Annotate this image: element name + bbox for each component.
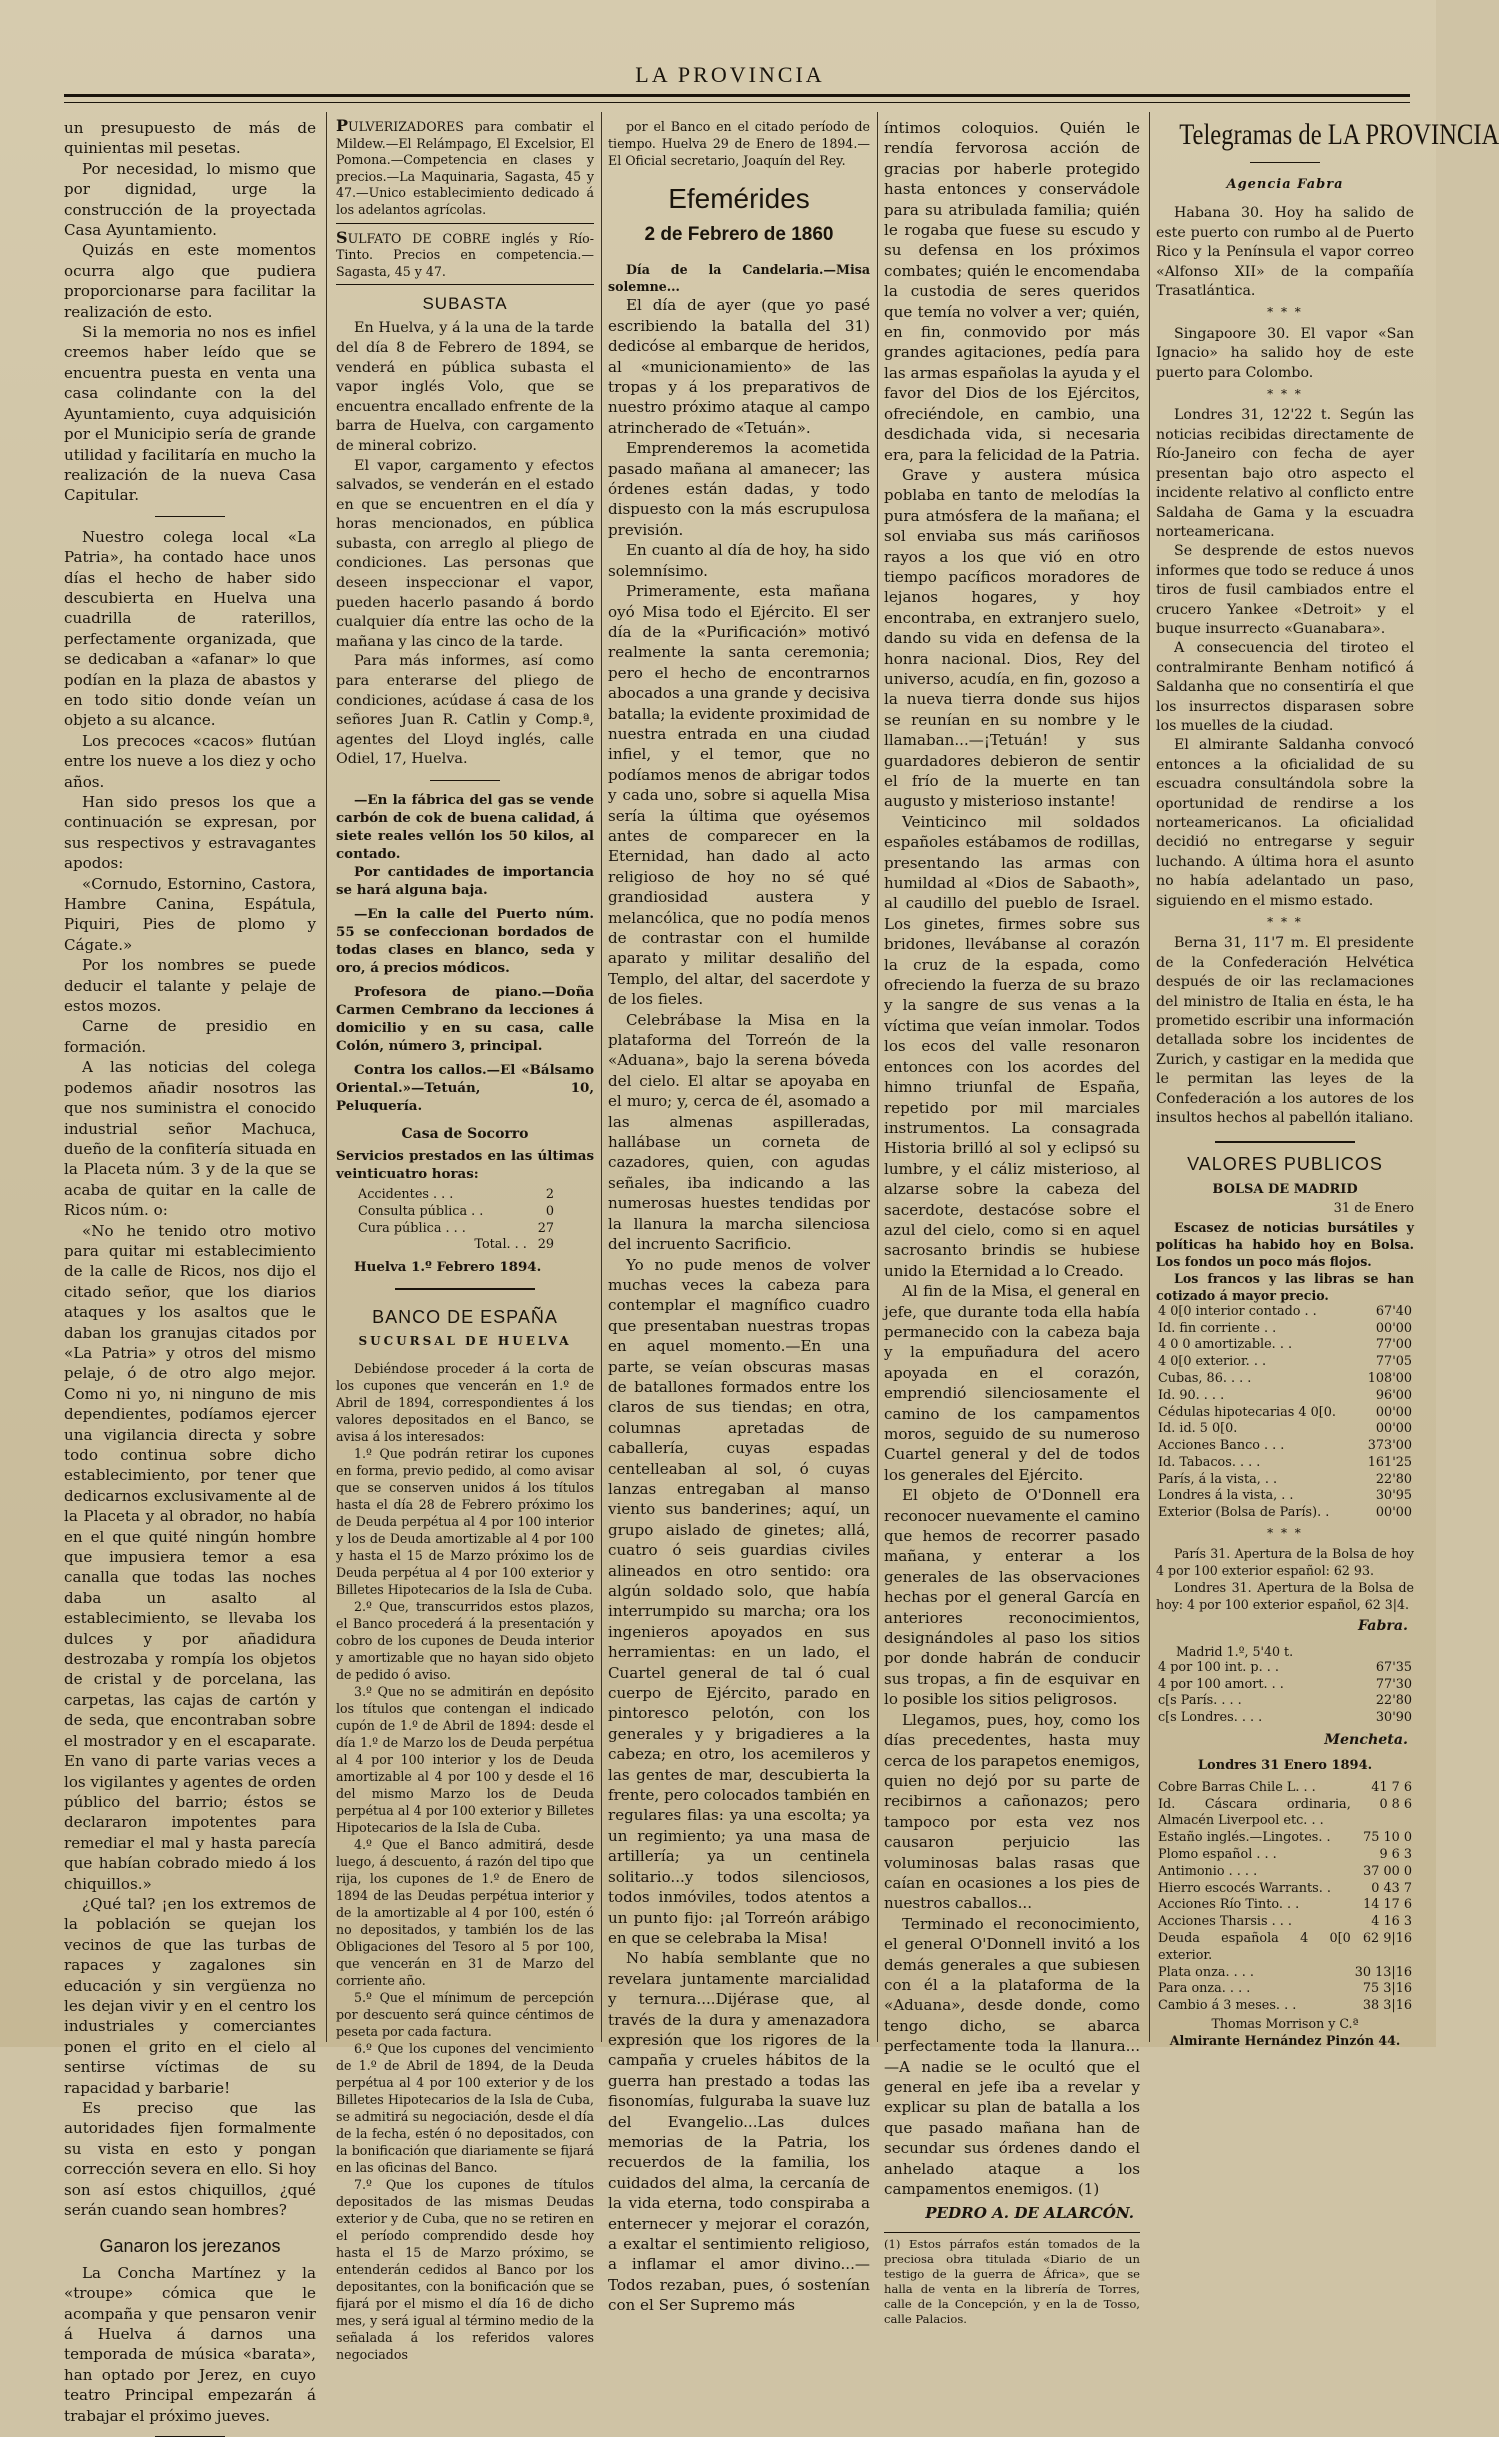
paragraph: Terminado el reconocimiento, el general O'Donnell invitó a los demás generales a que subiesen con él a la plataforma de la «Aduana», desde donde, como tengo dicho, se abarca perfectamente toda la llanura...—A nadie se le ocultó que el general en jefe iba a revelar y explicar su plan de batalla a los que pasado mañana han de secundar sus órdenes dando el anhelado ataque a los campamentos enemigos. (1) — [884, 1914, 1140, 2199]
paragraph: Escasez de noticias bursátiles y políticas ha habido hoy en Bolsa. Los fondos un poco más flojos. — [1156, 1219, 1414, 1269]
notice: —En la calle del Puerto núm. 55 se confeccionan bordados de todas clases en blanco, seda y oro, á precios módicos. — [336, 906, 594, 976]
paragraph: 1.º Que podrán retirar los cupones en forma, previo pedido, al como avisar que se conserven unidos á los títulos hasta el día 28 de Febrero próximo los de Deuda perpétua al 4 por 100 interior y los de Deuda amortizable al 4 por 100 y hasta el 15 de Marzo próximo los de Deuda perpétua al 4 por 100 exterior y Billetes Hipotecarios de la Isla de Cuba. — [336, 1446, 594, 1598]
notice: Contra los callos.—El «Bálsamo Oriental.»—Tetuán, 10, Peluquería. — [336, 1062, 594, 1114]
paragraph: París 31. Apertura de la Bolsa de hoy 4 por 100 exterior español: 62 93. — [1156, 1546, 1414, 1579]
paragraph: 4.º Que el Banco admitirá, desde luego, á descuento, á razón del tipo que rija, los cupones de 1.º de Enero de 1894 de las Deudas perpétua interior y de la amortizable al 4 por 100, estén ó no depositados, y también los de las Obligaciones del Tesoro al 5 por 100, que vencerán en 31 de Marzo del corriente año. — [336, 1837, 594, 1989]
table-row: Cambio á 3 meses. . . 38 3|16 — [1158, 1998, 1412, 2014]
efemerides-date: 2 de Febrero de 1860 — [644, 224, 834, 245]
column-divider — [1149, 112, 1150, 2042]
paragraph: Londres 31, 12'22 t. Según las noticias recibidas directamente de Río-Janeiro con fecha de ayer presentan bajo otro aspecto el incidente relativo al conflicto entre Saldaha de Gama y la escuadra norteamericana. — [1156, 407, 1414, 540]
table-row: Cédulas hipotecarias 4 0[0. 00'00 — [1158, 1404, 1412, 1420]
column-2 — [336, 116, 594, 2363]
table-row: Antimonio . . . . 37 00 0 — [1158, 1863, 1412, 1879]
paragraph: Berna 31, 11'7 m. El presidente de la Confederación Helvética después de oir las reclamaciones del ministro de Italia en ésta, le ha prometido escribir una información detallada sobre los incidentes de Zurich, y castigar en la medida que le permitan las leyes de la Confederación a los autores de los insultos hechos al pabellón italiano. — [1156, 935, 1414, 1127]
table-row: París, á la vista, . . 22'80 — [1158, 1471, 1412, 1487]
madrid-time: Madrid 1.º, 5'40 t. — [1176, 1643, 1294, 1659]
paragraph: Si la memoria no nos es infiel creemos haber leído que se encuentra puesta en venta una casa colindante con la del Ayuntamiento, cuya adquisición por el Municipio sería de grande utilidad y facilitaría en mucho la realización de la nueva Casa Capitular. — [64, 323, 316, 505]
column-4 — [884, 118, 1141, 2326]
subheadline-sucursal: SUCURSAL DE HUELVA — [358, 1334, 572, 1349]
table-row: Total. . . 29 — [474, 1237, 554, 1253]
paragraph: Yo no pude menos de volver muchas veces la cabeza para contemplar el magnífico cuadro que presentaban nuestras tropas en aquel momento.—En una parte, se veían obscuras masas de batallones formados entre los claros de sus tiendas; en otra, columnas apretadas de caballería, cuyas espadas centelleaban al sol, ó cuyas lanzas entregaban al manso viento sus banderines; aquí, un grupo aislado de ginetes; allá, cuatro ó seis guardias civiles alineados en otro sentido: ora algún soldado solo, que había interrumpido su marcha; ora los ingenieros apoyados en sus herramientas: en un lado, el Cuartel general de tal ó cual cuerpo de Ejército, parado en pintoresco pelotón, con los generales y y brigadieres a la cabeza; en otro, los acemileros y las gentes de mar, descubierta la frente, pero colocados también en regulares filas: ya una escolta; ya un regimiento; ya una masa de artillería; ya un centinela solitario...y todos silenciosos, todos inmóviles, todos atentos a un punto fijo: ¡al Torreón arábigo en que se celebraba la Misa! — [608, 1255, 870, 1947]
table-row: Consulta pública . . 0 — [358, 1203, 554, 1219]
paragraph: 3.º Que no se admitirán en depósito los títulos que contengan el indicado cupón de 1.º de Abril de 1894: desde el día 1.º de Marzo los de Deuda perpétua al 4 por 100 interior y los de Deuda amortizable al 4 por 100 y desde el 16 del mismo Marzo los de Deuda perpétua al 4 por 100 exterior y Billetes Hipotecarios de la Isla de Cuba. — [336, 1684, 594, 1836]
paragraph: En cuanto al día de hoy, ha sido solemnísimo. — [608, 541, 870, 580]
table-row: Estaño inglés.—Lingotes. . 75 10 0 — [1158, 1830, 1412, 1846]
paragraph: Llegamos, pues, hoy, como los días precedentes, hasta muy cerca de los parapetos enemigos, quien no dejó por su parte de recibirnos a cañonazos; pero tampoco por esta vez nos causaron perjuicio las voluminosas balas rasas que caían en ocasiones a los pies de nuestros caballos... — [884, 1710, 1140, 1913]
table-row: 4 0 0 amortizable. . . 77'00 — [1158, 1337, 1412, 1353]
stars-ornament: * * * — [1267, 1526, 1303, 1541]
advert-sulfato: SULFATO DE COBRE inglés y Río-Tinto. Precios en competencia.—Sagasta, 45 y 47. — [336, 230, 594, 286]
paragraph: Quizás en este momentos ocurra algo que pudiera proporcionarse para facilitar la realización de esto. — [64, 241, 316, 321]
column-3 — [608, 118, 870, 2315]
table-row: Plomo español . . . 9 6 3 — [1158, 1847, 1412, 1863]
paragraph: El objeto de O'Donnell era reconocer nuevamente el camino que hemos de recorrer pasado mañana, y enterar a los generales de las observaciones hechas por el general García en anteriores reconocimientos, designándoles al paso los sitios por donde habrán de conducir sus tropas, a fin de esquivar en lo posible los sitios peligrosos. — [884, 1486, 1140, 1709]
paragraph: La Concha Martínez y la «troupe» cómica que le acompaña y que pensaron venir á Huelva á darnos una temporada de música «barata», han optado por Jerez, en cuyo teatro Principal empezarán á trabajar el próximo jueves. — [64, 2263, 316, 2425]
paragraph: Por necesidad, lo mismo que por dignidad, urge la construcción de la proyectada Casa Ayuntamiento. — [64, 159, 316, 240]
table-row: Acciones Río Tinto. . . 14 17 6 — [1158, 1897, 1412, 1913]
table-row: Hierro escocés Warrants. . 0 43 7 — [1158, 1880, 1412, 1896]
paragraph: A las noticias del colega podemos añadir nosotros las que nos suministra el conocido industrial señor Machuca, dueño de la confitería situada en la Placeta núm. 3 y de la que se acaba de quitar en la calle de Ricos núm. o: — [64, 1058, 316, 1220]
paragraph: Los precoces «cacos» flutúan entre los nueve a los diez y ocho años. — [64, 731, 316, 791]
separator — [430, 780, 500, 781]
signature-mencheta: Mencheta. — [1324, 1732, 1408, 1749]
column-5 — [1156, 118, 1499, 2049]
table-row: 4 0[0 exterior. . . 77'05 — [1158, 1354, 1412, 1370]
paragraph: Carne de presidio en formación. — [64, 1017, 316, 1056]
paragraph: «Cornudo, Estornino, Castora, Hambre Canina, Espátula, Piquiri, Pies de plomo y Cágate.» — [64, 874, 316, 954]
paragraph: El día de ayer (que yo pasé escribiendo la batalla del 31) dedicóse al embarque de heridos, al «municionamiento» de las tropas y á los preparativos de nuestro próximo ataque al campo atrincherado de «Tetuán». — [608, 296, 870, 437]
paragraph: íntimos coloquios. Quién le rendía fervorosa acción de gracias por haberle protegido hasta entonces y conservádole para su atribulada familia; quién le rogaba que fuese su escudo y su defensa en los próximos combates; quién le encomendaba la custodia de seres queridos que temía no volver a ver; quién, en fin, conmovido por más grandes agitaciones, pedía para las armas españolas la ayuda y el favor del Dios de los Ejércitos, ofreciéndole, en cambio, una desdichada vida, si necesaria era, para la felicidad de la Patria. — [884, 119, 1141, 464]
paragraph: Los francos y las libras se han cotizado á mayor precio. — [1156, 1270, 1414, 1303]
bolsa-title: BOLSA DE MADRID — [1212, 1181, 1358, 1197]
advert-pulverizadores: PULVERIZADORES para combatir el Mildew.—El Relámpago, El Excelsior, El Pomona.—Competencia en clases y precios.—La Maquinaria, Sagasta, 45 y 47.—Unico establecimiento dedicado á los adelantos agrícolas. — [336, 118, 594, 224]
paragraph: 2.º Que, transcurridos estos plazos, el Banco procederá á la presentación y cobro de los cupones de Deuda interior y amortizable que no hayan sido objeto de pedido ó aviso. — [336, 1599, 594, 1683]
separator — [1215, 1141, 1355, 1143]
table-row: 4 por 100 int. p. . . 67'35 — [1158, 1659, 1412, 1675]
paragraph: Para más informes, así como para enterarse del pliego de condiciones, acúdase á casa de los señores Juan R. Catlin y Comp.ª, agentes del Lloyd inglés, calle Odiel, 17, Huelva. — [336, 653, 594, 768]
paragraph: Habana 30. Hoy ha salido de este puerto con rumbo al de Puerto Rico y la Península el vapor correo «Alfonso XII» de la compañía Trasatlántica. — [1156, 205, 1414, 300]
table-row: Cubas, 86. . . . 108'00 — [1158, 1370, 1412, 1386]
londres-table — [1156, 1780, 1414, 2015]
masthead-rule — [64, 94, 1410, 103]
paragraph: Grave y austera música poblaba en tanto de melodías la pura atmósfera de la mañana; el sol enviaba sus más cariñosos rayos a los que vió en otro tiempo pacíficos moradores de lejanos hogares, y hoy encontraba, en extranjero suelo, dando su vida en defensa de la honra nacional. Dios, Rey del universo, acudía, en fin, gozoso a la nueva tierra donde sus hijos se reunían en su nombre y le llamaban...—¡Tetuán! y sus guardadores debieron de sentir el frío de la muerte en tan augusto y misterioso instante! — [884, 465, 1140, 811]
paragraph: Se desprende de estos nuevos informes que todo se reduce á unos tiros de fusil cambiados entre el crucero Yankee «Detroit» y el buque insurrecto «Guanabara». — [1156, 543, 1414, 637]
column-1 — [64, 118, 316, 2425]
signature-fabra: Fabra. — [1357, 1618, 1408, 1635]
paragraph: Al fin de la Misa, el general en jefe, que durante toda ella había permanecido con la cabeza baja y la empuñadura del acero apoyada en el corazón, emprendió silenciosamente el camino de los campamentos moros, seguido de su numeroso Cuartel general y del de todos los generales del Ejército. — [884, 1282, 1140, 1484]
paragraph: Debiéndose proceder á la corta de los cupones que vencerán en 1.º de Abril de 1894, correspondientes á los valores depositados en el Banco, se avisa á los interesados: — [336, 1361, 594, 1445]
table-row: Id. Cáscara ordinaria, Almacén Liverpool etc. . . 0 8 6 — [1158, 1796, 1412, 1829]
headline-ganaron: Ganaron los jerezanos — [99, 2236, 281, 2257]
headline-subasta: SUBASTA — [422, 294, 508, 314]
headline-valores: VALORES PUBLICOS — [1187, 1153, 1383, 1174]
stars-ornament: * * * — [1267, 305, 1303, 320]
londres-title: Londres 31 Enero 1894. — [1197, 1758, 1373, 1774]
notice: —En la fábrica del gas se vende carbón de cok de buena calidad, á siete reales vellón los 50 kilos, al contado. — [336, 792, 594, 862]
column-divider — [601, 112, 602, 2042]
table-row: Deuda española 4 0[0 exterior. 62 9|16 — [1158, 1931, 1412, 1963]
paragraph: Por los nombres se puede deducir el talante y pelaje de estos mozos. — [64, 956, 316, 1016]
notice: Profesora de piano.—Doña Carmen Cembrano da lecciones á domicilio y en su casa, calle Colón, número 3, principal. — [336, 984, 594, 1054]
headline-banco: BANCO DE ESPAÑA — [372, 1307, 558, 1328]
paragraph: No había semblante que no revelara juntamente marcialidad y ternura....Dijérase que, al través de la dura y amenazadora expresión que los rigores de la campaña y crueles hábitos de la guerra han prestado a todas las fisonomías, fulguraba la suave luz del Evangelio...Las dulces memorias de la Patria, los recuerdos de la familia, los cuidados del alma, la cercanía de la vida eterna, todo conspiraba a enternecer y mejorar el corazón, a exaltar el sentimiento religioso, a inflamar el amor divino...—Todos rezaban, pues, ó sostenían con el Ser Supremo más — [608, 1949, 870, 2315]
paragraph: 7.º Que los cupones de títulos depositados de las mismas Deudas exterior y de Cuba, que no se retiren en el período comprendido desde hoy hasta el 15 de Marzo próximo, se entenderán cedidos al Banco por los depositantes, con la bonificación que se fijará por el mismo el día 16 de dicho mes, y será igual al término medio de la señalada á los referidos valores negociados — [336, 2177, 594, 2363]
paragraph: por el Banco en el citado período de tiempo. Huelva 29 de Enero de 1894.—El Oficial secretario, Joaquín del Rey. — [608, 119, 870, 168]
paragraph: Emprenderemos la acometida pasado mañana al amanecer; las órdenes están dadas, y todo dispuesto con la más escrupulosa previsión. — [608, 439, 870, 539]
author-signature: PEDRO A. DE ALARCÓN. — [925, 2204, 1134, 2223]
table-row: Cobre Barras Chile L. . . 41 7 6 — [1158, 1779, 1412, 1795]
paragraph: A consecuencia del tiroteo el contralmirante Benham notificó á Saldanha que no consentiría el que los insurrectos disparasen sobre los muelles de la ciudad. — [1156, 640, 1414, 734]
paragraph: Nuestro colega local «La Patria», ha contado hace unos días el hecho de haber sido descubierta en Huelva una cuadrilla de raterillos, perfectamente organizada, que se dedicaban a «afanar» lo que podían en la plaza de abastos y en todo sitio donde veían un objeto a su alcance. — [64, 527, 316, 730]
table-row: Id. 90. . . . 96'00 — [1158, 1387, 1412, 1403]
table-row: 4 por 100 amort. . . 77'30 — [1158, 1676, 1412, 1692]
paragraph: ¿Qué tal? ¡en los extremos de la población se quejan los vecinos de que las turbas de rapaces y zagalones sin educación y sin vergüenza no les dejan vivir y en el centro los industriales y comerciantes ponen el grito en el cielo al sentirse víctimas de su rapacidad y barbarie! — [64, 1894, 316, 2097]
paragraph: «No he tenido otro motivo para quitar mi establecimiento de la calle de Ricos, nos dijo el citado señor, que los diarios ataques y los asaltos que le daban los granujas citados por «La Patria» y otros del mismo pelaje, ó de otro algo mejor. Como ni yo, ni ninguno de mis dependientes, podíamos ejercer una vigilancia directa y sobre todo continua sobre dicho establecimiento, por tener que dedicarnos exclusivamente al de la Placeta y al obrador, no había en el que quité ningún hombre que impusiera temor a esa canalla que todas las noches daba un asalto al establecimiento, se llevaba los dulces y por añadidura destrozaba y rompía los objetos de cristal y de porcelana, las carpetas, las cajas de cartón y de seda, que encontraban sobre el mostrador y en el escaparate. En vano di parte varias veces a los vigilantes y agentes de orden público del barrio; éstos se declararon impotentes para remediar el mal y hasta parecía que habían cobrado miedo á los chiquillos.» — [64, 1221, 316, 1893]
column-divider — [326, 112, 327, 2042]
paragraph: Es preciso que las autoridades fijen formalmente su vista en esto y pongan corrección severa en ello. Si hoy son así estos chiquillos, ¿qué serán cuando sean hombres? — [64, 2099, 316, 2220]
masthead: LA PROVINCIA — [635, 62, 825, 87]
separator — [155, 516, 225, 517]
stars-ornament: * * * — [1267, 387, 1303, 402]
notice: Por cantidades de importancia se hará alguna baja. — [336, 864, 594, 898]
table-row: Id. fin corriente . . 00'00 — [1158, 1320, 1412, 1336]
paragraph: En Huelva, y á la una de la tarde del día 8 de Febrero de 1894, se venderá en pública subasta el vapor inglés Volo, que se encuentra encallado enfrente de la barra de Huelva, con cargamento de mineral cobrizo. — [336, 320, 594, 454]
socorro-date: Huelva 1.º Febrero 1894. — [354, 1259, 542, 1276]
headline-efemerides: Efemérides — [668, 183, 810, 214]
table-row: Id. Tabacos. . . . 161'25 — [1158, 1454, 1412, 1470]
table-row: Acciones Tharsis . . . 4 16 3 — [1158, 1914, 1412, 1930]
madrid-table — [1156, 1660, 1414, 1727]
table-row: Id. id. 5 0[0. 00'00 — [1158, 1421, 1412, 1437]
paragraph: Han sido presos los que a continuación se expresan, por sus respectivos y estravagantes apodos: — [64, 793, 316, 873]
paragraph: un presupuesto de más de quinientas mil pesetas. — [64, 119, 316, 158]
paragraph: Celebrábase la Misa en la plataforma del Torreón de la «Aduana», bajo la serena bóveda del cielo. El altar se apoyaba en el muro; y, cerca de él, asomado a las almenas aspilleradas, hallábase un corneta de cazadores, quien, con agudas señales, iba indicando a las numerosas huestes tendidas por la llanura la marcha silenciosa del incruento Sacrificio. — [608, 1010, 870, 1254]
paragraph: Día de la Candelaria.—Misa solemne... — [608, 262, 870, 295]
bolsa-date: 31 de Enero — [1333, 1201, 1414, 1217]
paragraph: El vapor, cargamento y efectos salvados, se venderán en el estado en que se encuentren en el día y horas mencionados, en pública subasta, con arreglo al pliego de condiciones. Las personas que deseen inspeccionar el vapor, pueden hacerlo pasando á bordo cualquier día entre las ocho de la mañana y las cinco de la tarde. — [336, 457, 594, 650]
separator — [1250, 162, 1320, 163]
paragraph: Veinticinco mil soldados españoles estábamos de rodillas, presentando las armas con humildad al «Dios de Sabaoth», al caudillo del pueblo de Israel. Los ginetes, firmes sobre sus bridones, llevábanse al corazón la cruz de la espada, como ofreciendo la fuerza de su brazo y la sangre de sus venas a la víctima que veían inmolar. Todos los ecos del valle resonaron entonces con los acordes del himno triunfal de España, repetido por mil marciales instrumentos. La consagrada Historia brilló al sol y eclipsó su lumbre, y el cáliz misterioso, al alzarse sobre la cabeza del sacerdote, destacóse sobre el azul del cielo, como si en aquel sacrosanto brindis se hubiese unido la Eternidad a lo Creado. — [884, 812, 1140, 1280]
footnote: (1) Estos párrafos están tomados de la preciosa obra titulada «Diario de un testigo de la guerra de África», que se halla de venta en la librería de Torres, calle de la Concepción, y en la de Tosso, calle Palacios. — [884, 2232, 1140, 2327]
table-row: Exterior (Bolsa de París). . 00'00 — [1158, 1505, 1412, 1521]
table-row: 4 0[0 interior contado . . 67'40 — [1158, 1303, 1412, 1319]
paragraph: Primeramente, esta mañana oyó Misa todo el Ejército. El ser día de la «Purificación» motivó realmente la santa ceremonia; pero el hecho de encontrarnos abocados a una grande y decisiva batalla; la evidente proximidad de nuestra entrada en una ciudad infiel, y el temor, que no podíamos menos de abrigar todos y cada uno, sobre si aquella Misa sería la última que oyésemos antes de comparecer en la Eternidad, han dado al acto religioso de hoy no sé qué grandiosidad austera y melancólica, que no podía menos de contrastar con el humilde aparato y militar desaliño del Templo, del altar, del sacerdote y de los fieles. — [608, 582, 870, 1009]
socorro-title: Casa de Socorro — [401, 1126, 529, 1142]
table-row: Cura pública . . . 27 — [358, 1220, 554, 1236]
socorro-table — [356, 1187, 556, 1254]
paragraph: El almirante Saldanha convocó entonces a la oficialidad de su escuadra consultándola sobre la oportunidad de rendirse a los norteamericanos. La oficialidad decidió no entregarse y seguir luchando. A última hora el asunto no había adelantado un paso, siguiendo en el mismo estado. — [1156, 737, 1414, 909]
stars-ornament: * * * — [1267, 915, 1303, 930]
table-row: c[s París. . . . 22'80 — [1158, 1693, 1412, 1709]
table-row: Accidentes . . . 2 — [358, 1187, 554, 1202]
valores-table — [1156, 1304, 1414, 1522]
paragraph: Londres 31. Apertura de la Bolsa de hoy: 4 por 100 exterior español, 62 3|4. — [1156, 1580, 1414, 1613]
socorro-subtitle: Servicios prestados en las últimas veinticuatro horas: — [336, 1148, 594, 1182]
table-row: Londres á la vista, . . 30'95 — [1158, 1488, 1412, 1504]
paragraph: 6.º Que los cupones del vencimiento de 1.º de Abril de 1894, de la Deuda perpétua al 4 por 100 exterior y de los Billetes Hipotecarios de la Isla de Cuba, se admitirá su negociación, desde el día de la fecha, estén ó no depositados, con la bonificación que diariamente se fijará en las oficinas del Banco. — [336, 2041, 594, 2176]
agency-name: Agencia Fabra — [1226, 177, 1344, 192]
paragraph: 5.º Que el mínimum de percepción por descuento será quince céntimos de peseta por cada factura. — [336, 1990, 594, 2040]
table-row: Plata onza. . . . 30 13|16 — [1158, 1964, 1412, 1980]
table-row: Acciones Banco . . . 373'00 — [1158, 1438, 1412, 1454]
column-divider — [877, 112, 878, 2042]
address-pinzon: Almirante Hernández Pinzón 44. — [1169, 2033, 1401, 2049]
table-row: c[s Londres. . . . 30'90 — [1158, 1710, 1412, 1726]
headline-telegramas: Telegramas de LA PROVINCIA — [1179, 118, 1499, 151]
separator — [395, 1288, 535, 1290]
table-row: Para onza. . . . 75 3|16 — [1158, 1981, 1412, 1997]
signature-morrison: Thomas Morrison y C.ª — [1211, 2016, 1359, 2032]
paragraph: Singapoore 30. El vapor «San Ignacio» ha salido hoy de este puerto para Colombo. — [1156, 325, 1414, 381]
